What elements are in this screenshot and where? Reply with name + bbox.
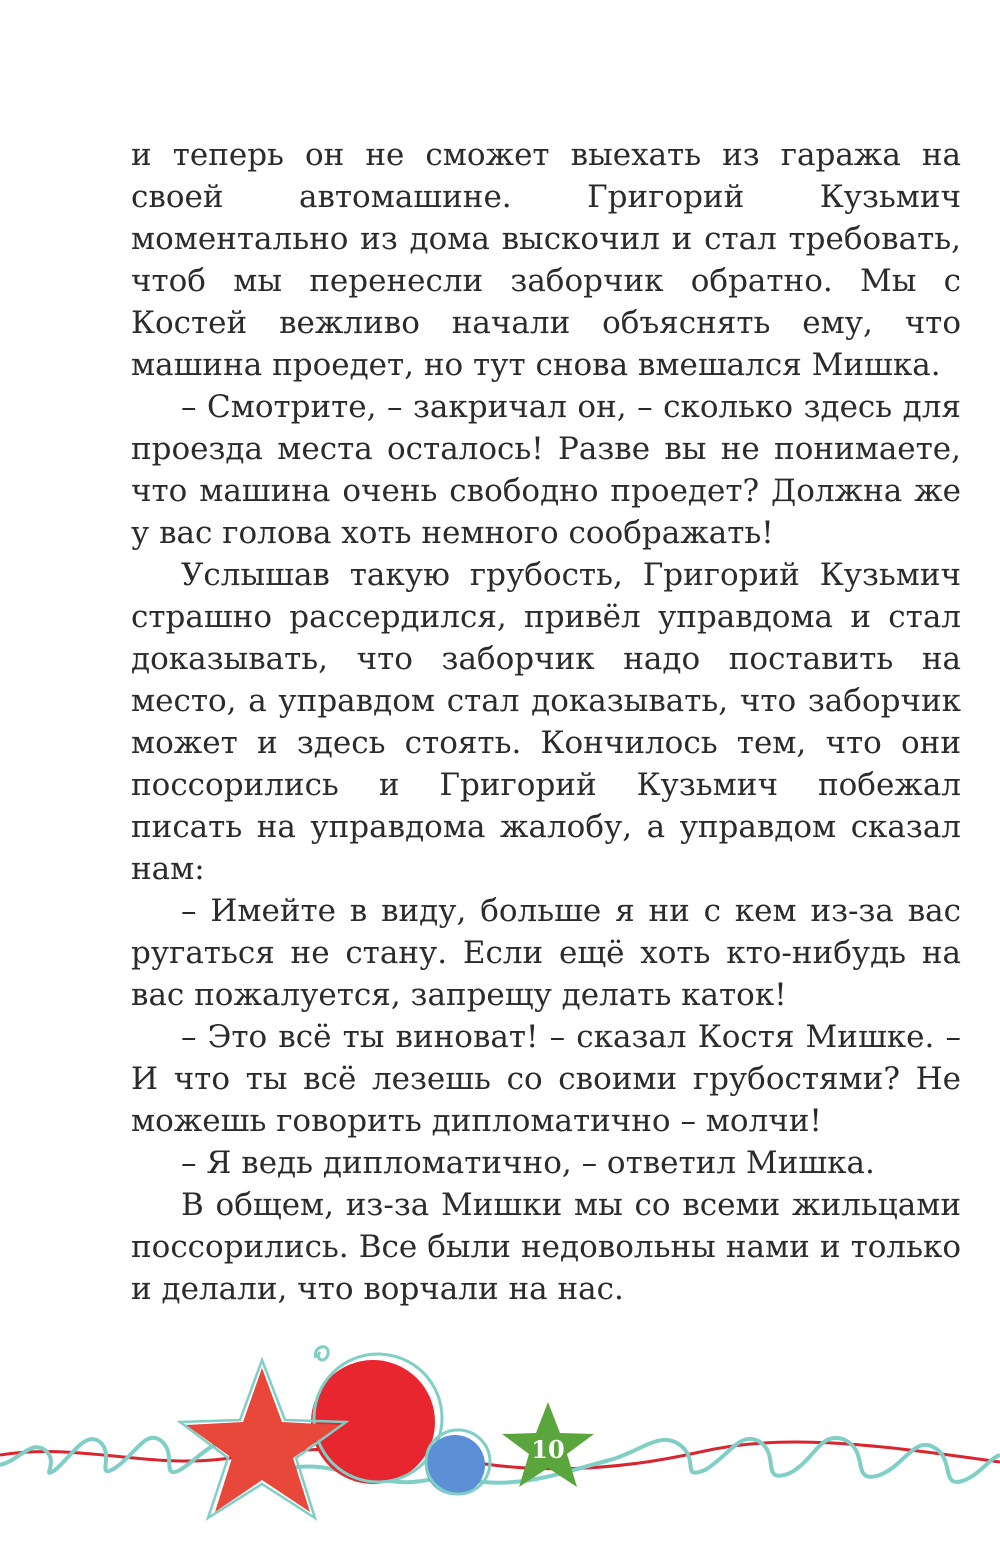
paragraph-2: – Смотрите, – закричал он, – сколько здесь для проезда места осталось! Разве вы не понимаете, что машина очень свободно проедет? Должна же у вас голова хоть немного соображать! xyxy=(131,389,961,551)
red-garland-line xyxy=(0,1442,1000,1469)
paragraph-1: и теперь он не сможет выехать из гаража на своей автомашине. Григорий Кузьмич моментально из дома выскочил и стал требовать, чтоб мы перенесли заборчик обратно. Мы с Костей вежливо начали объяснять ему, что машина проедет, но тут снова вмешался Мишка. xyxy=(131,137,961,383)
paragraph-4: – Имейте в виду, больше я ни с кем из-за вас ругаться не стану. Если ещё хоть кто-нибудь на вас пожалуется, запрещу делать каток! xyxy=(131,893,961,1013)
paragraph-7: В общем, из-за Мишки мы со всеми жильцами поссорились. Все были недовольны нами и только и делали, что ворчали на нас. xyxy=(131,1187,961,1307)
paragraph-5: – Это всё ты виноват! – сказал Костя Мишке. – И что ты всё лезешь со своими грубостями? Не можешь говорить дипломатично – молчи! xyxy=(131,1019,961,1139)
ornament-cap-icon xyxy=(315,1347,328,1360)
paragraph-6: – Я ведь дипломатично, – ответил Мишка. xyxy=(181,1145,875,1181)
page-text xyxy=(131,134,961,1310)
paragraph-3: Услышав такую грубость, Григорий Кузьмич страшно рассердился, привёл управдома и стал доказывать, что заборчик надо поставить на место, а управдом стал доказывать, что заборчик может и здесь стоять. Кончилось тем, что они поссорились и Григорий Кузьмич побежал писать на управдома жалобу, а управдом сказал нам: xyxy=(131,557,961,887)
holiday-garland-decoration xyxy=(0,1330,1000,1557)
page-number: 10 xyxy=(531,1435,565,1464)
blue-ornament-ball xyxy=(425,1435,485,1495)
red-star-icon xyxy=(186,1368,340,1512)
